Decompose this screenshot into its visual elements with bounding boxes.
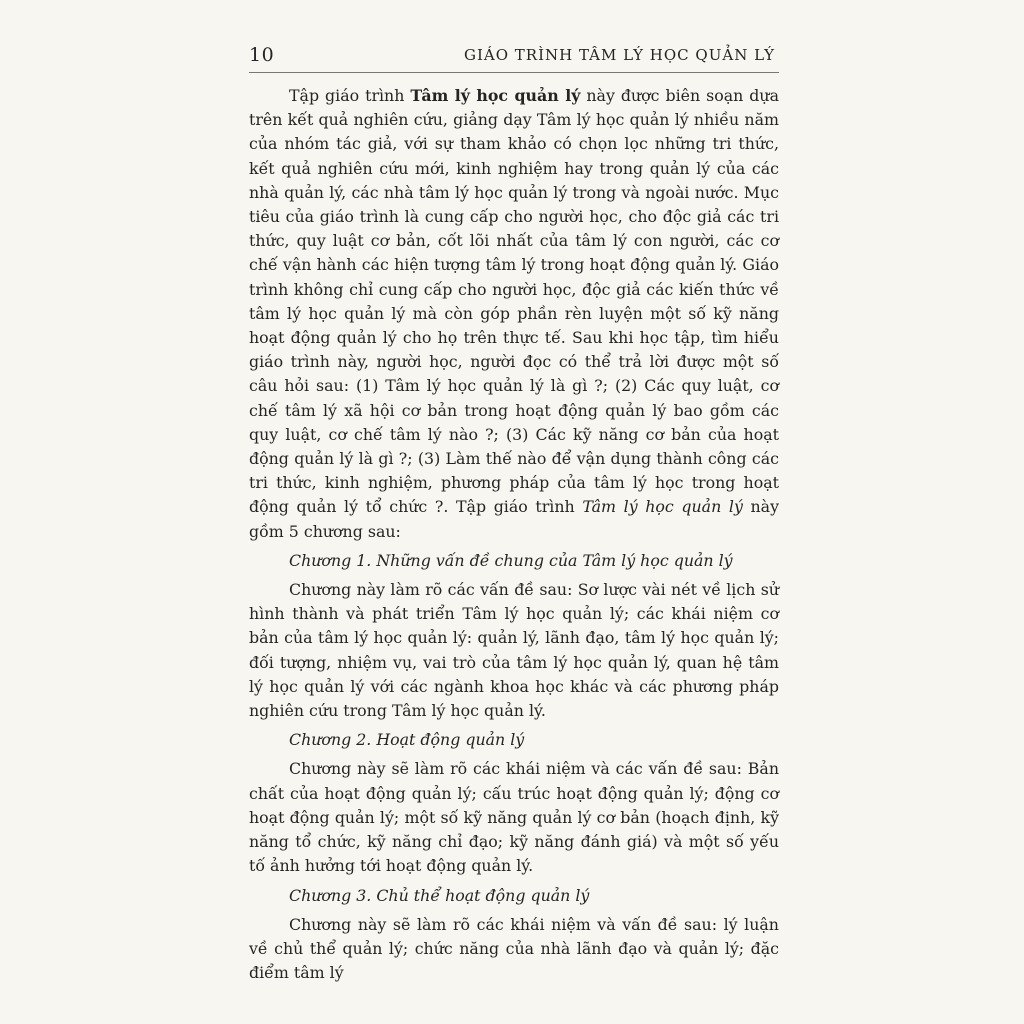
body-text [249, 84, 779, 985]
chapter-2-text: Chương này sẽ làm rõ các khái niệm và các vấn đề sau: Bản chất của hoạt động quản lý; cấu trúc hoạt động quản lý; động cơ hoạt động quản lý; một số kỹ năng quản lý cơ bản (hoạch định, kỹ năng tổ chức, kỹ năng chỉ đạo; kỹ năng đánh giá) và một số yếu tố ảnh hưởng tới hoạt động quản lý. [249, 759, 779, 876]
chapter-1-text: Chương này làm rõ các vấn đề sau: Sơ lược vài nét về lịch sử hình thành và phát triển Tâm lý học quản lý; các khái niệm cơ bản của tâm lý học quản lý: quản lý, lãnh đạo, tâm lý học quản lý; đối tượng, nhiệm vụ, vai trò của tâm lý học quản lý, quan hệ tâm lý học quản lý với các ngành khoa học khác và các phương pháp nghiên cứu trong Tâm lý học quản lý. [249, 580, 779, 721]
intro-paragraph [249, 84, 779, 544]
chapter-3-text: Chương này sẽ làm rõ các khái niệm và vấn đề sau: lý luận về chủ thể quản lý; chức năng của nhà lãnh đạo và quản lý; đặc điểm tâm lý [249, 914, 779, 983]
chapter-2-heading: Chương 2. Hoạt động quản lý [289, 730, 525, 750]
intro-text-2: này được biên soạn dựa trên kết quả nghiên cứu, giảng dạy Tâm lý học quản lý nhiều năm của nhóm tác giả, với sự tham khảo có chọn lọc những tri thức, kết quả nghiên cứu mới, kinh nghiệm hay trong quản lý của các nhà quản lý, các nhà tâm lý học quản lý trong và ngoài nước. Mục tiêu của giáo trình là cung cấp cho người học, cho độc giả các tri thức, quy luật cơ bản, cốt lõi nhất của tâm lý con người, các cơ chế vận hành các hiện tượng tâm lý trong hoạt động quản lý. Giáo trình không chỉ cung cấp cho người học, độc giả các kiến thức về tâm lý học quản lý mà còn góp phần rèn luyện một số kỹ năng hoạt động quản lý cho họ trên thực tế. Sau khi học tập, tìm hiểu giáo trình này, người học, người đọc có thể trả lời được một số câu hỏi sau: (1) Tâm lý học quản lý là gì ?; (2) Các quy luật, cơ chế tâm lý xã hội cơ bản trong hoạt động quản lý bao gồm các quy luật, cơ chế tâm lý nào ?; (3) Các kỹ năng cơ bản của hoạt động quản lý là gì ?; (3) Làm thế nào để vận dụng thành công các tri thức, kinh nghiệm, phương pháp của tâm lý học trong hoạt động quản lý tổ chức ?. Tập giáo trình [249, 86, 779, 517]
intro-bold-title: Tâm lý học quản lý [410, 86, 581, 105]
chapter-1-heading: Chương 1. Những vấn đề chung của Tâm lý học quản lý [289, 550, 733, 570]
intro-text-1: Tập giáo trình [289, 86, 411, 105]
chapter-3-heading: Chương 3. Chủ thể hoạt động quản lý [289, 885, 590, 905]
intro-italic-title: Tâm lý học quản lý [582, 497, 743, 517]
running-head-title: GIÁO TRÌNH TÂM LÝ HỌC QUẢN LÝ [463, 46, 775, 64]
page-number: 10 [249, 44, 275, 66]
intro-text-3: này gồm 5 chương sau: [249, 497, 780, 541]
header-rule [249, 72, 779, 73]
